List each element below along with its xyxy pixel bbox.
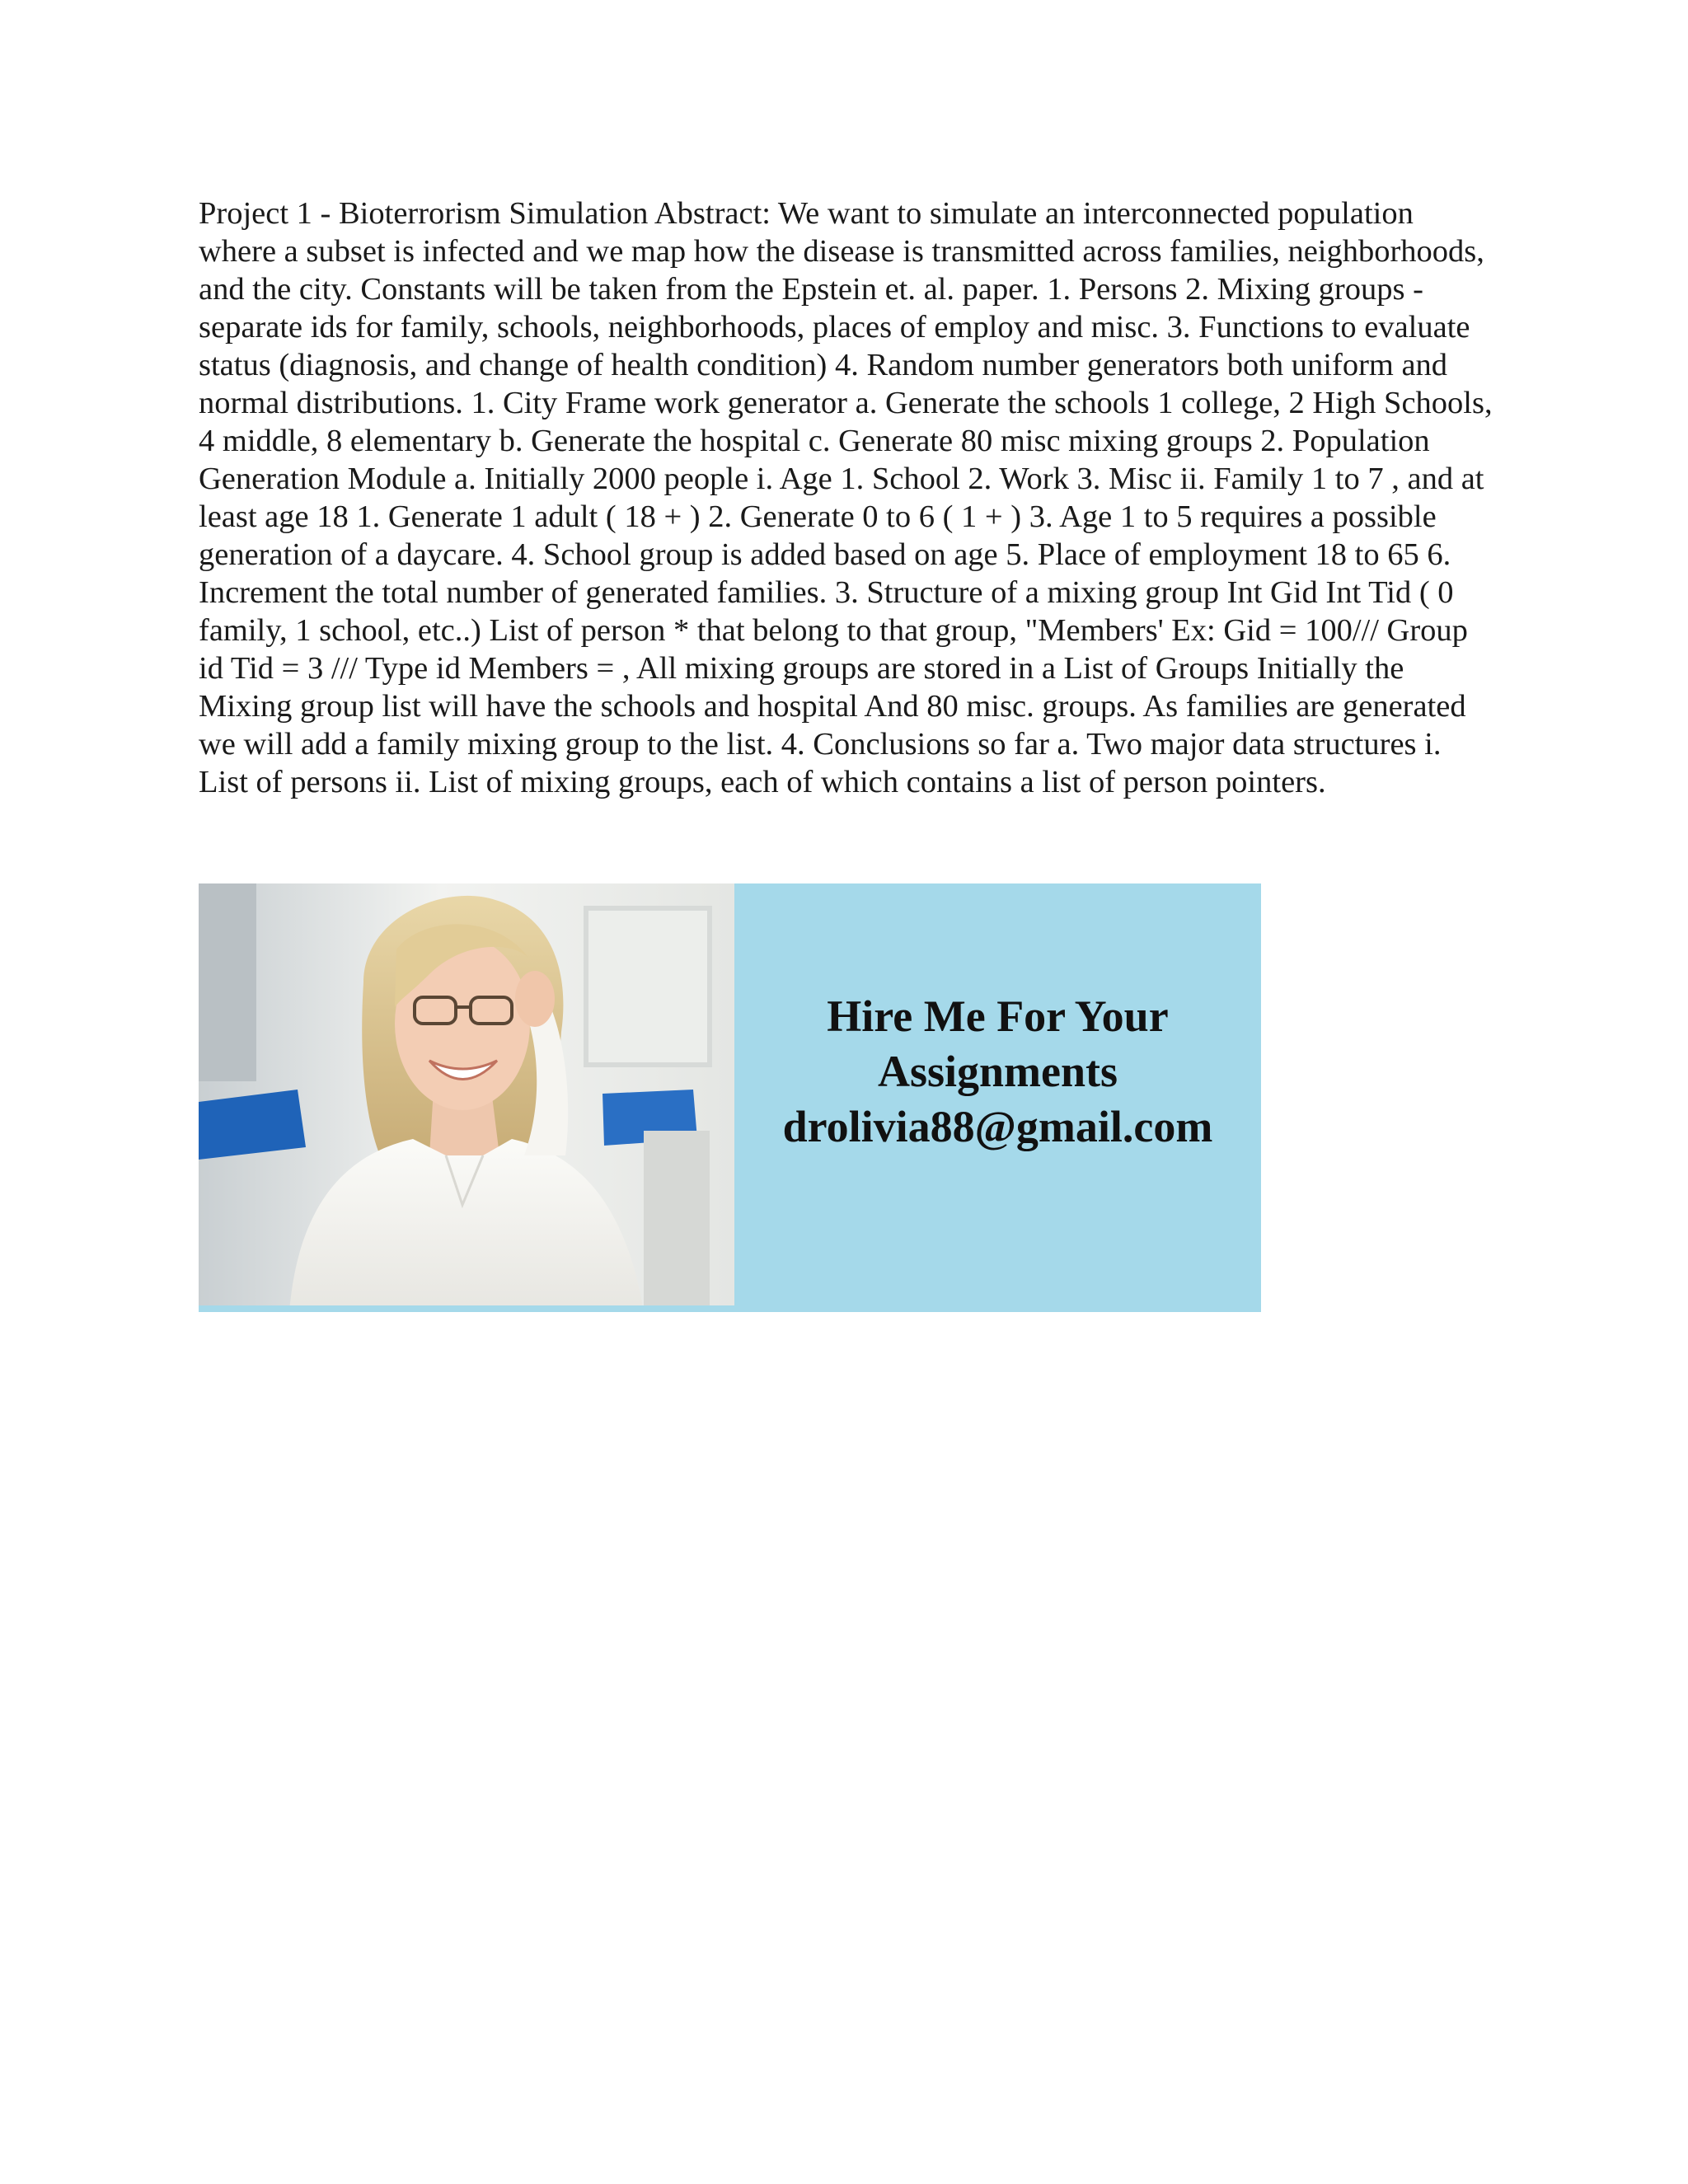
advert-line-assignments: Assignments: [877, 1047, 1118, 1096]
banner-bottom-strip: [199, 1305, 1261, 1312]
advert-line-hire-me: Hire Me For Your: [827, 991, 1169, 1041]
advert-text-panel: [734, 883, 1261, 1312]
advert-heading: [734, 989, 1261, 1155]
project-abstract-paragraph: Project 1 - Bioterrorism Simulation Abstract: We want to simulate an interconnected population where a subset is infected and we map how the disease is transmitted across families, neighborhoods, and the city. Constants will be taken from the Epstein et. al. paper. 1. Persons 2. Mixing groups - separate ids for family, schools, neighborhoods, places of employ and misc. 3. Functions to evaluate status (diagnosis, and change of health condition) 4. Random number generators both uniform and normal distributions. 1. City Frame work generator a. Generate the schools 1 college, 2 High Schools, 4 middle, 8 elementary b. Generate the hospital c. Generate 80 misc mixing groups 2. Population Generation Module a. Initially 2000 people i. Age 1. School 2. Work 3. Misc ii. Family 1 to 7 , and at least age 18 1. Generate 1 adult ( 18 + ) 2. Generate 0 to 6 ( 1 + ) 3. Age 1 to 5 requires a possible generation of a daycare. 4. School group is added based on age 5. Place of employment 18 to 65 6. Increment the total number of generated families. 3. Structure of a mixing group Int Gid Int Tid ( 0 family, 1 school, etc..) List of person * that belong to that group, "Members' Ex: Gid = 100/// Group id Tid = 3 /// Type id Members = , All mixing groups are stored in a List of Groups Initially the Mixing group list will have the schools and hospital And 80 misc. groups. As families are generated we will add a family mixing group to the list. 4. Conclusions so far a. Two major data structures i. List of persons ii. List of mixing groups, each of which contains a list of person pointers.: [199, 196, 1493, 799]
advertisement-banner: [199, 883, 1261, 1312]
advert-contact-email: drolivia88@gmail.com: [782, 1102, 1213, 1151]
woman-with-glasses-photo: [199, 883, 734, 1312]
